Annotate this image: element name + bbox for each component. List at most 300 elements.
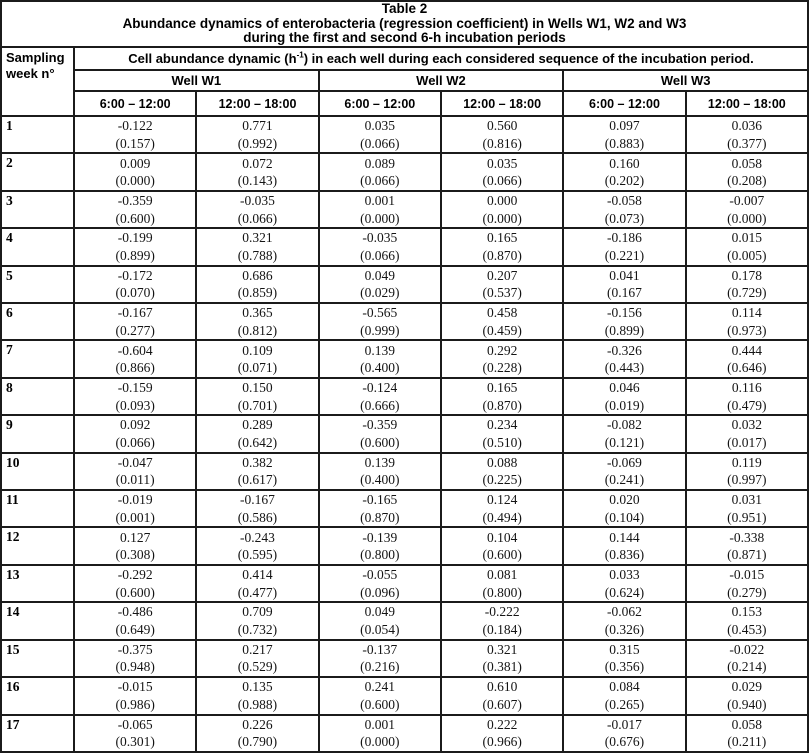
parenthesized-value: (0.866)	[115, 360, 155, 376]
table-row	[1, 116, 808, 153]
regression-coefficient: 0.088	[486, 454, 518, 470]
regression-coefficient: -0.243	[240, 529, 275, 545]
regression-coefficient: 0.160	[609, 155, 640, 171]
regression-coefficient: 0.241	[364, 679, 395, 695]
parenthesized-value: (0.221)	[604, 247, 645, 263]
parenthesized-value: (0.184)	[482, 621, 522, 637]
parenthesized-value: (0.940)	[727, 696, 767, 712]
regression-coefficient: 0.178	[731, 267, 762, 283]
regression-coefficient: 0.097	[609, 118, 640, 134]
value-cell	[441, 340, 563, 377]
value-cell	[196, 602, 318, 639]
regression-coefficient: -0.359	[117, 193, 153, 209]
parenthesized-value: (0.071)	[237, 360, 278, 376]
value-cell	[196, 490, 318, 527]
value-cell	[74, 453, 196, 490]
value-cell	[441, 715, 563, 753]
week-number-cell: 14	[1, 602, 74, 639]
regression-coefficient: 0.150	[242, 380, 273, 396]
column-header-well-w3: Well W3	[563, 70, 808, 91]
regression-coefficient: 0.226	[242, 716, 273, 732]
week-number-cell: 17	[1, 715, 74, 753]
parenthesized-value: (0.870)	[360, 509, 400, 525]
regression-coefficient: -0.035	[362, 230, 398, 246]
value-cell	[686, 266, 808, 303]
table-row	[1, 228, 808, 265]
title-row	[1, 1, 808, 47]
regression-coefficient: -0.069	[607, 454, 642, 470]
parenthesized-value: (0.790)	[237, 734, 278, 750]
parenthesized-value: (0.202)	[604, 173, 645, 189]
regression-coefficient: -0.124	[362, 380, 398, 396]
regression-coefficient: 0.072	[242, 155, 273, 171]
value-cell	[196, 340, 318, 377]
parenthesized-value: (0.600)	[115, 584, 155, 600]
regression-coefficient: -0.375	[117, 641, 153, 657]
value-cell	[74, 565, 196, 602]
regression-coefficient: -0.172	[117, 267, 153, 283]
regression-coefficient: 0.165	[486, 380, 518, 396]
regression-coefficient: -0.165	[362, 492, 398, 508]
regression-coefficient: 0.031	[731, 492, 762, 508]
parenthesized-value: (0.381)	[482, 659, 522, 675]
table-row	[1, 490, 808, 527]
value-cell	[563, 453, 685, 490]
table-row	[1, 602, 808, 639]
week-number-cell: 7	[1, 340, 74, 377]
value-cell	[686, 527, 808, 564]
regression-coefficient: 0.153	[731, 604, 762, 620]
regression-coefficient: 0.139	[364, 454, 395, 470]
value-cell	[441, 153, 563, 190]
regression-coefficient: 0.315	[609, 641, 640, 657]
value-cell	[319, 228, 441, 265]
parenthesized-value: (0.997)	[727, 472, 767, 488]
parenthesized-value: (0.308)	[115, 547, 155, 563]
table-row	[1, 640, 808, 677]
value-cell	[563, 228, 685, 265]
table-header	[1, 1, 808, 116]
week-number-cell: 10	[1, 453, 74, 490]
value-cell	[563, 378, 685, 415]
regression-coefficient: 0.119	[731, 454, 762, 470]
parenthesized-value: (0.600)	[482, 547, 522, 563]
parenthesized-value: (0.029)	[360, 285, 400, 301]
span-header-prefix: Cell abundance dynamic (h	[128, 51, 297, 66]
regression-coefficient: 0.217	[242, 641, 273, 657]
value-cell	[74, 640, 196, 677]
parenthesized-value: (0.241)	[604, 472, 645, 488]
regression-coefficient: -0.186	[607, 230, 642, 246]
value-cell	[196, 378, 318, 415]
parenthesized-value: (0.966)	[482, 734, 522, 750]
value-cell	[319, 453, 441, 490]
column-header-w2-morning: 6:00 – 12:00	[319, 91, 441, 116]
parenthesized-value: (0.617)	[237, 472, 278, 488]
table-title-line-2: during the first and second 6-h incubation periods	[243, 30, 566, 46]
parenthesized-value: (0.586)	[237, 509, 278, 525]
regression-coefficient: -0.055	[362, 567, 398, 583]
value-cell	[563, 677, 685, 714]
value-cell	[563, 715, 685, 753]
value-cell	[74, 378, 196, 415]
regression-coefficient: -0.065	[117, 716, 153, 732]
regression-coefficient: 0.081	[486, 567, 518, 583]
value-cell	[686, 565, 808, 602]
regression-coefficient: -0.199	[117, 230, 153, 246]
value-cell	[196, 116, 318, 153]
parenthesized-value: (0.729)	[727, 285, 767, 301]
value-cell	[441, 116, 563, 153]
regression-coefficient: 0.365	[242, 305, 273, 321]
parenthesized-value: (0.595)	[237, 547, 278, 563]
regression-coefficient: -0.019	[117, 492, 153, 508]
regression-coefficient: 0.109	[242, 342, 273, 358]
value-cell	[74, 715, 196, 753]
regression-coefficient: 0.321	[242, 230, 273, 246]
value-cell	[74, 527, 196, 564]
regression-coefficient: 0.009	[119, 155, 151, 171]
regression-coefficient: 0.058	[731, 155, 762, 171]
parenthesized-value: (0.167	[607, 285, 642, 301]
regression-coefficient: -0.486	[117, 604, 153, 620]
regression-coefficient: 0.035	[486, 155, 518, 171]
value-cell	[319, 715, 441, 753]
parenthesized-value: (0.701)	[237, 397, 278, 413]
regression-coefficient: 0.165	[486, 230, 518, 246]
table-row	[1, 415, 808, 452]
regression-coefficient: 0.771	[242, 118, 273, 134]
parenthesized-value: (0.265)	[604, 696, 645, 712]
parenthesized-value: (0.494)	[482, 509, 522, 525]
parenthesized-value: (0.066)	[115, 434, 155, 450]
parenthesized-value: (0.005)	[727, 247, 767, 263]
regression-coefficient: -0.035	[240, 193, 275, 209]
parenthesized-value: (0.788)	[237, 247, 278, 263]
value-cell	[74, 340, 196, 377]
regression-coefficient: -0.167	[117, 305, 153, 321]
parenthesized-value: (0.732)	[237, 621, 278, 637]
parenthesized-value: (0.301)	[115, 734, 155, 750]
value-cell	[686, 228, 808, 265]
value-cell	[196, 715, 318, 753]
value-cell	[686, 116, 808, 153]
column-header-w1-morning: 6:00 – 12:00	[74, 91, 196, 116]
parenthesized-value: (0.816)	[482, 135, 522, 151]
regression-coefficient: -0.047	[117, 454, 153, 470]
parenthesized-value: (0.883)	[604, 135, 645, 151]
value-cell	[686, 715, 808, 753]
table-title-line-1: Abundance dynamics of enterobacteria (regression coefficient) in Wells W1, W2 and W3	[122, 15, 687, 31]
week-number-cell: 1	[1, 116, 74, 153]
column-header-sampling-week: Sampling week n°	[1, 47, 74, 116]
value-cell	[563, 527, 685, 564]
value-cell	[319, 116, 441, 153]
week-number-cell: 4	[1, 228, 74, 265]
value-cell	[563, 640, 685, 677]
value-cell	[563, 340, 685, 377]
value-cell	[563, 565, 685, 602]
span-header-row	[1, 47, 808, 70]
parenthesized-value: (0.066)	[360, 135, 400, 151]
value-cell	[196, 453, 318, 490]
regression-coefficient: -0.022	[729, 641, 765, 657]
parenthesized-value: (0.011)	[115, 472, 155, 488]
week-number-cell: 3	[1, 191, 74, 228]
parenthesized-value: (0.646)	[727, 360, 767, 376]
span-header-superscript: -1	[296, 50, 304, 60]
value-cell	[441, 527, 563, 564]
regression-coefficient: 0.035	[364, 118, 395, 134]
value-cell	[196, 640, 318, 677]
parenthesized-value: (0.000)	[115, 173, 155, 189]
parenthesized-value: (0.121)	[604, 434, 645, 450]
value-cell	[563, 303, 685, 340]
regression-coefficient: 0.560	[486, 118, 518, 134]
week-number-cell: 8	[1, 378, 74, 415]
parenthesized-value: (0.001)	[115, 509, 155, 525]
value-cell	[196, 191, 318, 228]
regression-coefficient: 0.709	[242, 604, 273, 620]
regression-coefficient: 0.127	[119, 529, 151, 545]
week-number-cell: 11	[1, 490, 74, 527]
regression-coefficient: -0.015	[117, 679, 153, 695]
parenthesized-value: (0.000)	[727, 210, 767, 226]
value-cell	[196, 527, 318, 564]
regression-coefficient: -0.159	[117, 380, 153, 396]
value-cell	[196, 565, 318, 602]
value-cell	[319, 640, 441, 677]
value-cell	[563, 191, 685, 228]
regression-coefficient: 0.289	[242, 417, 273, 433]
regression-coefficient: 0.234	[486, 417, 518, 433]
parenthesized-value: (0.951)	[727, 509, 767, 525]
parenthesized-value: (0.000)	[482, 210, 522, 226]
value-cell	[319, 191, 441, 228]
value-cell	[441, 228, 563, 265]
value-cell	[196, 415, 318, 452]
parenthesized-value: (0.986)	[115, 696, 155, 712]
regression-coefficient: 0.444	[731, 342, 762, 358]
table-row	[1, 565, 808, 602]
parenthesized-value: (0.096)	[360, 584, 400, 600]
parenthesized-value: (0.054)	[360, 621, 400, 637]
regression-coefficient: 0.135	[242, 679, 273, 695]
regression-coefficient: -0.015	[729, 567, 765, 583]
week-number-cell: 6	[1, 303, 74, 340]
regression-coefficient: 0.049	[364, 267, 395, 283]
value-cell	[686, 415, 808, 452]
parenthesized-value: (0.537)	[482, 285, 522, 301]
value-cell	[74, 602, 196, 639]
regression-coefficient: 0.139	[364, 342, 395, 358]
column-header-well-w1: Well W1	[74, 70, 319, 91]
regression-coefficient: -0.017	[607, 716, 642, 732]
parenthesized-value: (0.277)	[115, 322, 155, 338]
parenthesized-value: (0.017)	[727, 434, 767, 450]
column-header-cell-abundance	[74, 47, 808, 70]
table-row	[1, 677, 808, 714]
week-number-cell: 2	[1, 153, 74, 190]
value-cell	[441, 677, 563, 714]
parenthesized-value: (0.326)	[604, 621, 645, 637]
parenthesized-value: (0.479)	[727, 397, 767, 413]
regression-coefficient: 0.036	[731, 118, 762, 134]
parenthesized-value: (0.649)	[115, 621, 155, 637]
parenthesized-value: (0.000)	[360, 734, 400, 750]
value-cell	[686, 191, 808, 228]
week-number-cell: 13	[1, 565, 74, 602]
regression-coefficient: 0.610	[486, 679, 518, 695]
parenthesized-value: (0.529)	[237, 659, 278, 675]
value-cell	[319, 378, 441, 415]
parenthesized-value: (0.870)	[482, 397, 522, 413]
parenthesized-value: (0.812)	[237, 322, 278, 338]
regression-coefficient: 0.092	[119, 417, 151, 433]
value-cell	[441, 453, 563, 490]
week-number-cell: 12	[1, 527, 74, 564]
parenthesized-value: (0.216)	[360, 659, 400, 675]
value-cell	[74, 153, 196, 190]
regression-coefficient: 0.001	[364, 716, 395, 732]
parenthesized-value: (0.400)	[360, 472, 400, 488]
regression-coefficient: 0.116	[731, 380, 762, 396]
parenthesized-value: (0.453)	[727, 621, 767, 637]
parenthesized-value: (0.093)	[115, 397, 155, 413]
parenthesized-value: (0.800)	[482, 584, 522, 600]
table-caption	[1, 1, 808, 47]
parenthesized-value: (0.070)	[115, 285, 155, 301]
regression-coefficient: -0.167	[240, 492, 275, 508]
parenthesized-value: (0.948)	[115, 659, 155, 675]
value-cell	[319, 303, 441, 340]
table-number: Table 2	[381, 1, 428, 17]
value-cell	[441, 303, 563, 340]
value-cell	[686, 602, 808, 639]
value-cell	[563, 116, 685, 153]
parenthesized-value: (0.510)	[482, 434, 522, 450]
parenthesized-value: (0.066)	[482, 173, 522, 189]
value-cell	[686, 340, 808, 377]
regression-coefficient: 0.033	[609, 567, 640, 583]
regression-coefficient: 0.084	[609, 679, 640, 695]
regression-coefficient: 0.049	[364, 604, 395, 620]
table-row	[1, 153, 808, 190]
parenthesized-value: (0.356)	[604, 659, 645, 675]
parenthesized-value: (0.600)	[360, 434, 400, 450]
value-cell	[563, 415, 685, 452]
value-cell	[563, 602, 685, 639]
column-header-w3-afternoon: 12:00 – 18:00	[686, 91, 808, 116]
value-cell	[441, 415, 563, 452]
regression-coefficient: -0.359	[362, 417, 398, 433]
table-body	[1, 116, 808, 752]
parenthesized-value: (0.800)	[360, 547, 400, 563]
well-header-row	[1, 70, 808, 91]
regression-coefficient: 0.114	[731, 305, 762, 321]
parenthesized-value: (0.871)	[727, 547, 767, 563]
value-cell	[319, 565, 441, 602]
parenthesized-value: (0.208)	[727, 173, 767, 189]
parenthesized-value: (0.157)	[115, 135, 155, 151]
value-cell	[441, 378, 563, 415]
regression-coefficient: 0.089	[364, 155, 395, 171]
parenthesized-value: (0.477)	[237, 584, 278, 600]
value-cell	[686, 640, 808, 677]
value-cell	[319, 153, 441, 190]
parenthesized-value: (0.211)	[727, 734, 767, 750]
regression-coefficient: -0.062	[607, 604, 642, 620]
regression-coefficient: 0.458	[486, 305, 518, 321]
parenthesized-value: (0.899)	[115, 247, 155, 263]
column-header-w1-afternoon: 12:00 – 18:00	[196, 91, 318, 116]
parenthesized-value: (0.988)	[237, 696, 278, 712]
week-number-cell: 5	[1, 266, 74, 303]
value-cell	[686, 153, 808, 190]
value-cell	[441, 191, 563, 228]
regression-coefficient: 0.124	[486, 492, 518, 508]
table-row	[1, 378, 808, 415]
column-header-well-w2: Well W2	[319, 70, 564, 91]
parenthesized-value: (0.214)	[727, 659, 767, 675]
parenthesized-value: (0.400)	[360, 360, 400, 376]
parenthesized-value: (0.228)	[482, 360, 522, 376]
week-number-cell: 9	[1, 415, 74, 452]
value-cell	[686, 490, 808, 527]
value-cell	[686, 677, 808, 714]
parenthesized-value: (0.836)	[604, 547, 645, 563]
value-cell	[441, 565, 563, 602]
value-cell	[686, 378, 808, 415]
regression-coefficient: -0.082	[607, 417, 642, 433]
regression-coefficient: -0.565	[362, 305, 398, 321]
regression-coefficient: -0.058	[607, 193, 642, 209]
table-row	[1, 715, 808, 753]
regression-coefficient: 0.015	[731, 230, 762, 246]
value-cell	[441, 266, 563, 303]
regression-coefficient: -0.137	[362, 641, 398, 657]
parenthesized-value: (0.066)	[237, 210, 278, 226]
parenthesized-value: (0.066)	[360, 173, 400, 189]
parenthesized-value: (0.666)	[360, 397, 400, 413]
regression-coefficient: 0.046	[609, 380, 640, 396]
regression-coefficient: 0.382	[242, 454, 273, 470]
parenthesized-value: (0.066)	[360, 247, 400, 263]
regression-coefficient: 0.020	[609, 492, 640, 508]
time-header-row	[1, 91, 808, 116]
value-cell	[319, 490, 441, 527]
regression-coefficient: 0.041	[609, 267, 640, 283]
column-header-w2-afternoon: 12:00 – 18:00	[441, 91, 563, 116]
value-cell	[319, 415, 441, 452]
value-cell	[319, 602, 441, 639]
value-cell	[563, 490, 685, 527]
regression-coefficient: -0.222	[484, 604, 520, 620]
parenthesized-value: (0.104)	[604, 509, 645, 525]
value-cell	[196, 677, 318, 714]
parenthesized-value: (0.019)	[604, 397, 645, 413]
value-cell	[686, 303, 808, 340]
regression-coefficient: 0.000	[486, 193, 518, 209]
value-cell	[563, 153, 685, 190]
regression-coefficient: 0.414	[242, 567, 273, 583]
value-cell	[74, 191, 196, 228]
parenthesized-value: (0.143)	[237, 173, 278, 189]
regression-coefficient: 0.686	[242, 267, 273, 283]
parenthesized-value: (0.607)	[482, 696, 522, 712]
regression-coefficient: -0.156	[607, 305, 642, 321]
parenthesized-value: (0.870)	[482, 247, 522, 263]
